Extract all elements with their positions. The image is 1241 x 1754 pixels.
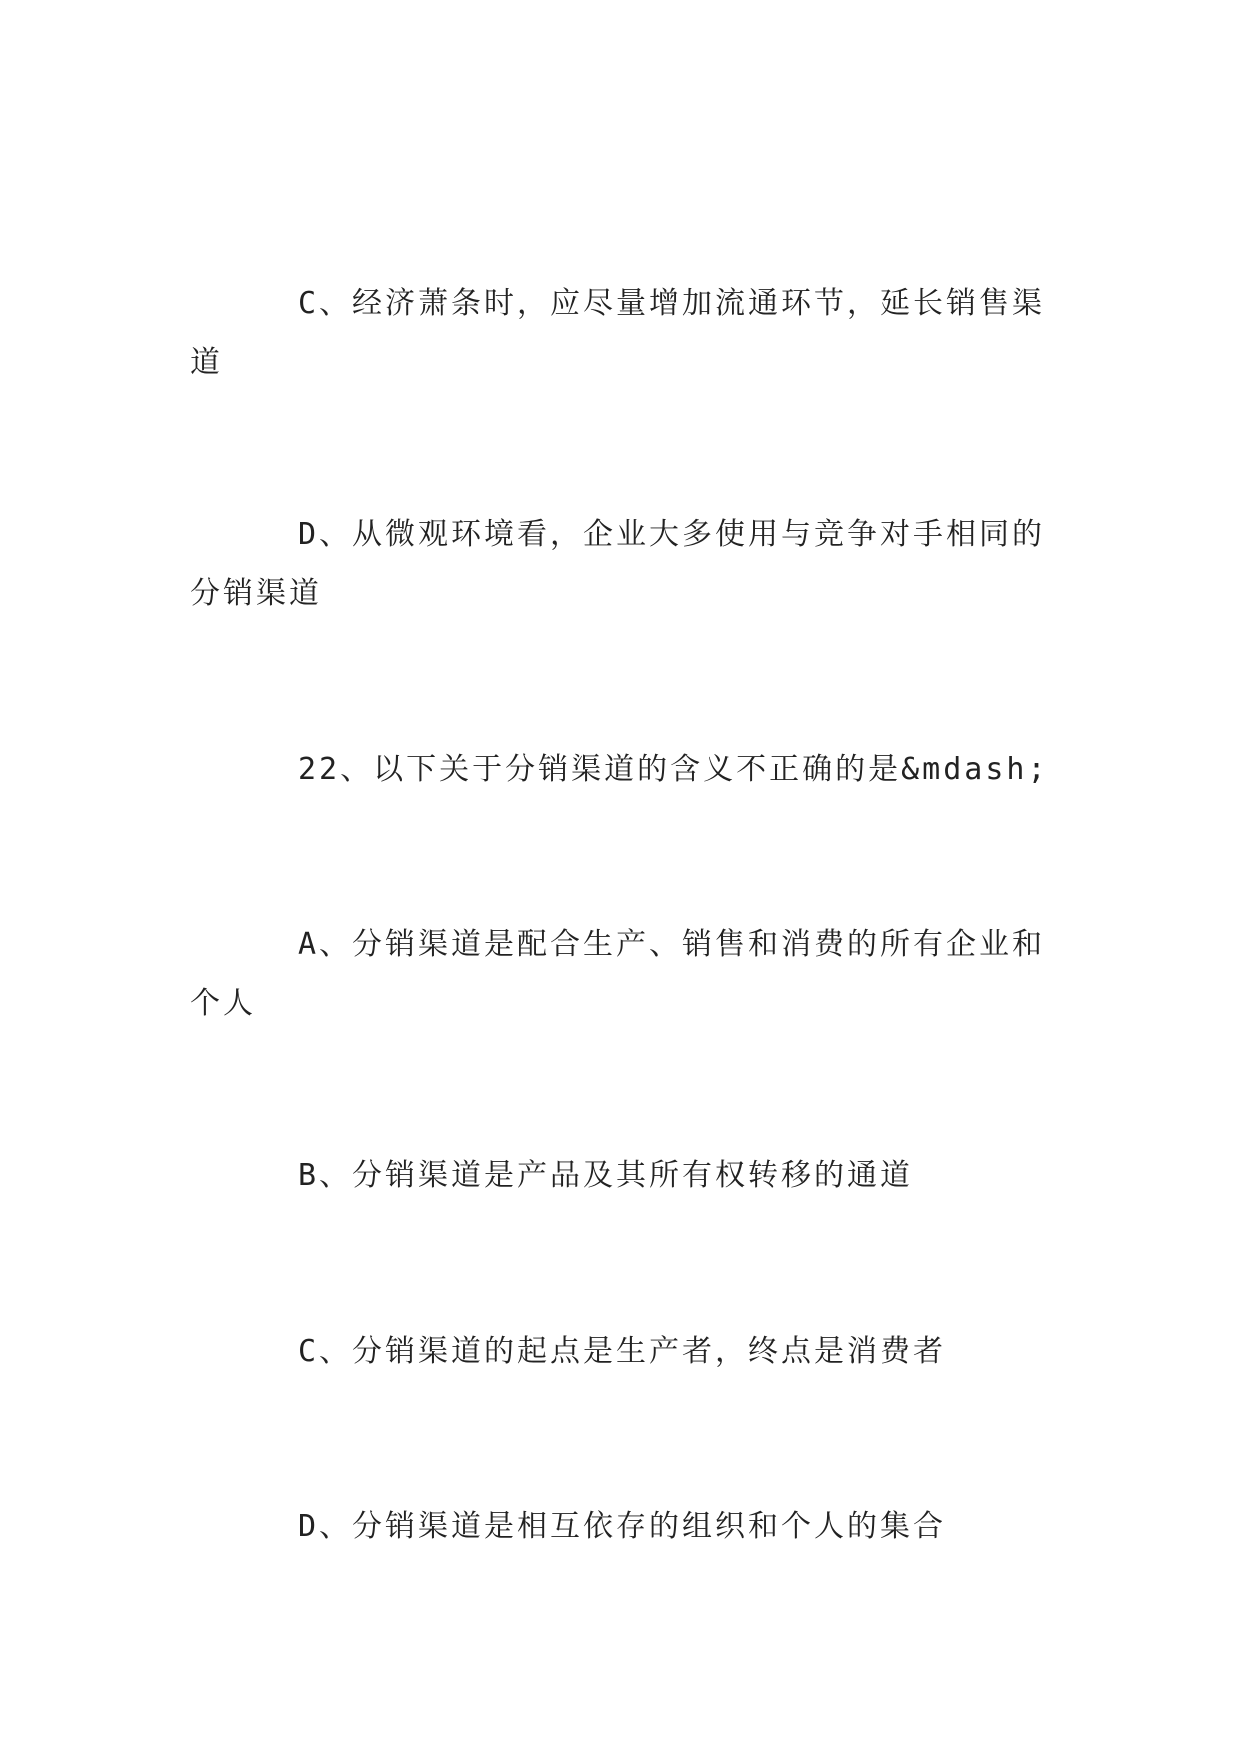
option-a: A、分销渠道是配合生产、销售和消费的所有企业和个人 (190, 927, 1046, 1021)
question-22: 22、以下关于分销渠道的含义不正确的是&mdash; (298, 752, 1049, 787)
option-c-economic-recession: C、经济萧条时，应尽量增加流通环节，延长销售渠道 (190, 286, 1046, 380)
option-c: C、分销渠道的起点是生产者，终点是消费者 (298, 1334, 947, 1369)
option-b: B、分销渠道是产品及其所有权转移的通道 (298, 1158, 914, 1193)
option-d-micro-environment: D、从微观环境看，企业大多使用与竞争对手相同的分销渠道 (190, 517, 1046, 611)
option-d: D、分销渠道是相互依存的组织和个人的集合 (298, 1509, 947, 1544)
